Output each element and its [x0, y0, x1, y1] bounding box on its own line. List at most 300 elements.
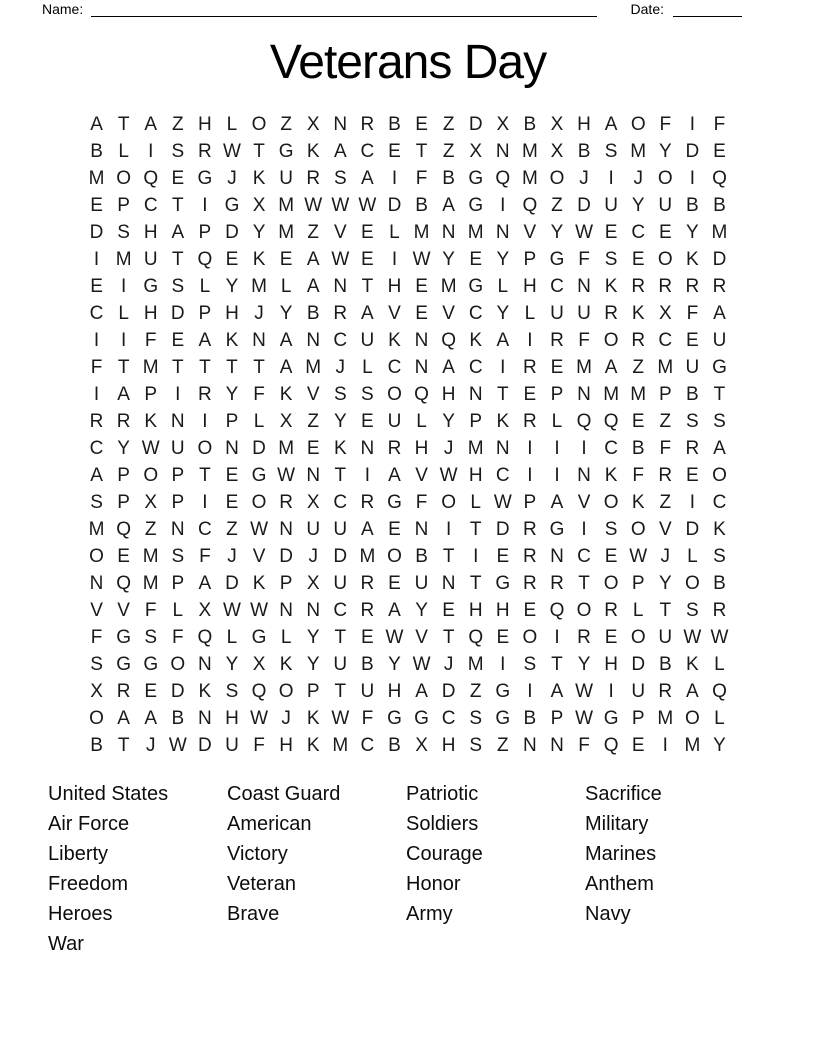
grid-letter: V	[306, 384, 320, 405]
grid-letter: N	[279, 600, 293, 621]
grid-letter: P	[658, 384, 672, 405]
grid-letter: F	[253, 384, 265, 405]
grid-letter: B	[442, 168, 455, 189]
grid-letter: O	[576, 600, 592, 621]
grid-letter: H	[387, 276, 402, 297]
grid-letter: U	[658, 627, 673, 648]
grid-letter: U	[279, 168, 293, 189]
grid-row	[83, 408, 733, 435]
grid-letter: J	[443, 654, 454, 675]
grid-letter: Q	[116, 519, 131, 540]
grid-letter: R	[89, 411, 104, 432]
grid-letter: R	[712, 276, 727, 297]
grid-letter: R	[523, 573, 537, 594]
grid-letter: A	[361, 519, 374, 540]
date-label: Date:	[630, 1, 664, 17]
grid-letter: W	[412, 654, 431, 675]
grid-letter: M	[521, 141, 538, 162]
grid-letter: O	[522, 627, 538, 648]
grid-letter: U	[550, 303, 564, 324]
grid-letter: Y	[333, 411, 347, 432]
grid-letter: Z	[280, 114, 292, 135]
grid-letter: E	[686, 465, 699, 486]
grid-letter: R	[279, 492, 293, 513]
grid-letter: B	[631, 438, 645, 459]
grid-letter: E	[469, 249, 483, 270]
grid-letter: S	[469, 735, 483, 756]
grid-letter: E	[225, 249, 239, 270]
grid-letter: N	[89, 573, 104, 594]
grid-letter: L	[714, 708, 725, 729]
grid-letter: E	[388, 141, 401, 162]
grid-letter: U	[333, 654, 348, 675]
grid-letter: G	[495, 573, 511, 594]
grid-letter: V	[658, 519, 672, 540]
grid-letter: B	[361, 654, 374, 675]
grid-letter: A	[90, 465, 103, 486]
grid-letter: T	[469, 519, 482, 540]
grid-letter: K	[225, 330, 239, 351]
grid-letter: N	[360, 438, 375, 459]
grid-letter: A	[442, 195, 455, 216]
grid-letter: E	[117, 546, 130, 567]
grid-letter: D	[685, 141, 700, 162]
word-item: Anthem	[585, 873, 654, 895]
grid-row	[83, 354, 733, 381]
grid-letter: I	[527, 681, 533, 702]
grid-row	[83, 273, 733, 300]
grid-letter: S	[469, 708, 483, 729]
grid-letter: F	[578, 330, 590, 351]
grid-letter: B	[415, 195, 428, 216]
grid-letter: T	[551, 654, 563, 675]
grid-letter: I	[202, 195, 208, 216]
grid-letter: Z	[307, 222, 319, 243]
grid-letter: Z	[442, 114, 455, 135]
grid-letter: Q	[576, 411, 592, 432]
grid-letter: E	[496, 627, 510, 648]
grid-letter: A	[388, 600, 401, 621]
grid-letter: J	[335, 357, 346, 378]
grid-letter: B	[388, 735, 401, 756]
grid-letter: K	[388, 330, 401, 351]
grid-letter: G	[387, 492, 402, 513]
grid-letter: J	[145, 735, 156, 756]
grid-letter: Y	[550, 222, 564, 243]
grid-letter: A	[496, 330, 510, 351]
grid-letter: L	[362, 357, 373, 378]
grid-letter: E	[144, 681, 158, 702]
grid-letter: D	[685, 519, 700, 540]
grid-letter: Z	[551, 195, 563, 216]
grid-letter: T	[415, 141, 428, 162]
grid-letter: S	[171, 141, 185, 162]
word-item: Navy	[585, 903, 631, 925]
grid-letter: X	[415, 735, 428, 756]
grid-letter: K	[252, 573, 266, 594]
grid-letter: H	[387, 681, 402, 702]
grid-letter: F	[713, 114, 726, 135]
grid-letter: E	[415, 276, 428, 297]
grid-letter: Q	[251, 681, 267, 702]
grid-letter: U	[333, 573, 348, 594]
grid-letter: K	[306, 141, 320, 162]
grid-letter: D	[712, 249, 727, 270]
grid-letter: O	[630, 114, 646, 135]
grid-letter: O	[251, 114, 267, 135]
grid-letter: Q	[712, 681, 727, 702]
grid-letter: U	[414, 573, 429, 594]
grid-letter: W	[331, 195, 350, 216]
grid-letter: P	[225, 411, 239, 432]
grid-letter: A	[144, 708, 158, 729]
grid-letter: Y	[686, 222, 699, 243]
grid-letter: B	[523, 114, 537, 135]
grid-letter: E	[361, 249, 374, 270]
word-list	[48, 779, 776, 959]
grid-letter: T	[199, 465, 211, 486]
grid-letter: K	[686, 249, 699, 270]
grid-letter: Y	[631, 195, 645, 216]
grid-letter: D	[170, 303, 185, 324]
grid-letter: L	[280, 627, 292, 648]
grid-letter: N	[306, 465, 321, 486]
grid-letter: N	[441, 573, 456, 594]
grid-letter: I	[175, 384, 181, 405]
grid-letter: E	[658, 222, 672, 243]
grid-letter: Y	[658, 573, 672, 594]
grid-letter: K	[198, 681, 212, 702]
grid-letter: M	[142, 573, 159, 594]
grid-letter: N	[550, 546, 564, 567]
grid-letter: S	[523, 654, 537, 675]
grid-letter: U	[143, 249, 158, 270]
grid-letter: C	[550, 276, 564, 297]
grid-letter: S	[713, 546, 726, 567]
grid-letter: X	[252, 654, 266, 675]
grid-letter: I	[662, 735, 668, 756]
grid-letter: T	[659, 600, 672, 621]
grid-row	[83, 138, 733, 165]
grid-letter: T	[171, 249, 184, 270]
grid-letter: I	[581, 519, 587, 540]
grid-letter: N	[495, 222, 510, 243]
grid-letter: I	[93, 330, 100, 351]
grid-letter: K	[306, 708, 320, 729]
grid-letter: P	[117, 195, 130, 216]
word-item: Patriotic	[406, 783, 479, 805]
word-item: Freedom	[48, 873, 129, 895]
grid-letter: Y	[415, 600, 428, 621]
word-item: Brave	[227, 903, 280, 925]
grid-letter: P	[117, 492, 130, 513]
grid-letter: L	[551, 411, 563, 432]
grid-letter: R	[360, 600, 375, 621]
grid-letter: M	[88, 519, 105, 540]
grid-letter: G	[712, 357, 727, 378]
grid-letter: R	[116, 411, 131, 432]
grid-letter: W	[575, 708, 593, 729]
grid-letter: Y	[225, 384, 239, 405]
grid-letter: N	[198, 708, 212, 729]
grid-letter: N	[306, 330, 321, 351]
grid-letter: W	[493, 492, 512, 513]
word-item: Marines	[585, 843, 657, 865]
grid-row	[83, 300, 733, 327]
grid-letter: H	[198, 114, 212, 135]
grid-letter: G	[549, 519, 565, 540]
grid-letter: T	[334, 627, 347, 648]
grid-letter: H	[441, 735, 456, 756]
grid-letter: O	[441, 492, 456, 513]
grid-letter: A	[415, 681, 428, 702]
grid-letter: M	[88, 168, 105, 189]
grid-letter: A	[604, 357, 618, 378]
grid-letter: N	[577, 276, 591, 297]
grid-letter: Y	[225, 276, 239, 297]
grid-letter: M	[413, 222, 430, 243]
grid-letter: G	[143, 654, 159, 675]
date-blank-line	[673, 2, 742, 17]
grid-letter: Z	[442, 141, 455, 162]
grid-letter: B	[686, 384, 699, 405]
grid-letter: R	[604, 600, 618, 621]
grid-letter: A	[117, 384, 130, 405]
grid-letter: J	[633, 168, 643, 189]
grid-letter: S	[225, 681, 239, 702]
grid-letter: M	[603, 384, 620, 405]
grid-letter: X	[306, 573, 320, 594]
grid-letter: Y	[442, 411, 455, 432]
grid-letter: A	[604, 114, 618, 135]
grid-letter: E	[388, 519, 401, 540]
grid-letter: Q	[495, 168, 511, 189]
grid-letter: W	[439, 465, 458, 486]
word-list-column	[406, 779, 585, 959]
grid-letter: I	[202, 492, 208, 513]
grid-letter: C	[143, 195, 158, 216]
grid-letter: G	[251, 465, 267, 486]
grid-row	[83, 543, 733, 570]
grid-letter: Y	[713, 735, 726, 756]
grid-letter: W	[710, 627, 729, 648]
grid-letter: N	[414, 357, 429, 378]
grid-letter: L	[226, 114, 238, 135]
grid-letter: W	[168, 735, 187, 756]
word-list-column	[585, 779, 662, 959]
grid-letter: X	[658, 303, 672, 324]
word-item: Liberty	[48, 843, 109, 865]
grid-letter: O	[387, 546, 402, 567]
grid-letter: I	[527, 465, 533, 486]
grid-letter: W	[141, 438, 160, 459]
grid-letter: A	[686, 681, 699, 702]
grid-letter: X	[144, 492, 158, 513]
grid-letter: N	[198, 654, 212, 675]
grid-letter: Q	[522, 195, 538, 216]
grid-letter: T	[469, 573, 482, 594]
grid-letter: Y	[496, 249, 510, 270]
grid-letter: K	[252, 249, 266, 270]
grid-letter: W	[385, 627, 404, 648]
grid-letter: E	[496, 546, 510, 567]
grid-row	[83, 489, 733, 516]
grid-letter: I	[364, 465, 370, 486]
grid-letter: N	[414, 519, 429, 540]
grid-letter: B	[415, 546, 428, 567]
grid-letter: H	[225, 708, 239, 729]
grid-letter: E	[686, 330, 699, 351]
grid-letter: J	[443, 438, 454, 459]
grid-letter: G	[549, 249, 565, 270]
grid-letter: I	[93, 384, 100, 405]
grid-letter: E	[225, 465, 239, 486]
grid-letter: I	[689, 114, 695, 135]
grid-letter: O	[603, 492, 619, 513]
word-item: Coast Guard	[227, 783, 341, 805]
grid-letter: Y	[388, 654, 401, 675]
grid-letter: Q	[197, 627, 213, 648]
grid-letter: A	[713, 303, 726, 324]
grid-letter: D	[89, 222, 104, 243]
grid-letter: E	[90, 276, 103, 297]
grid-letter: P	[171, 465, 185, 486]
grid-letter: O	[657, 168, 673, 189]
grid-letter: W	[358, 195, 377, 216]
grid-letter: S	[171, 276, 185, 297]
grid-letter: W	[683, 627, 702, 648]
grid-letter: E	[631, 411, 645, 432]
grid-letter: J	[660, 546, 671, 567]
grid-letter: N	[333, 114, 348, 135]
grid-letter: D	[198, 735, 212, 756]
grid-letter: L	[470, 492, 481, 513]
grid-letter: U	[577, 303, 591, 324]
grid-row	[83, 570, 733, 597]
grid-letter: U	[306, 519, 321, 540]
grid-letter: F	[415, 492, 428, 513]
grid-letter: V	[252, 546, 266, 567]
grid-letter: O	[603, 573, 619, 594]
grid-letter: A	[388, 465, 401, 486]
grid-letter: T	[171, 195, 184, 216]
grid-letter: Q	[441, 330, 456, 351]
grid-letter: Z	[632, 357, 644, 378]
grid-letter: X	[90, 681, 103, 702]
grid-letter: C	[658, 330, 673, 351]
grid-letter: A	[198, 573, 212, 594]
grid-letter: A	[361, 303, 374, 324]
grid-letter: I	[500, 195, 506, 216]
word-item: War	[48, 933, 84, 955]
grid-letter: L	[280, 276, 292, 297]
grid-letter: R	[685, 276, 700, 297]
word-item: Army	[406, 903, 453, 925]
grid-letter: V	[577, 492, 591, 513]
grid-letter: T	[578, 573, 590, 594]
grid-letter: J	[579, 168, 589, 189]
grid-letter: L	[118, 141, 129, 162]
grid-letter: M	[657, 708, 674, 729]
grid-letter: O	[657, 249, 673, 270]
grid-letter: K	[604, 276, 618, 297]
grid-letter: R	[523, 411, 537, 432]
grid-letter: L	[632, 600, 644, 621]
grid-letter: J	[281, 708, 291, 729]
grid-letter: K	[469, 330, 483, 351]
grid-row	[83, 192, 733, 219]
grid-letter: M	[142, 357, 159, 378]
grid-letter: L	[226, 627, 238, 648]
grid-letter: I	[473, 546, 479, 567]
grid-letter: I	[554, 627, 560, 648]
grid-letter: E	[361, 222, 374, 243]
grid-letter: I	[581, 438, 587, 459]
grid-letter: E	[604, 546, 618, 567]
grid-letter: F	[632, 465, 644, 486]
grid-letter: U	[170, 438, 185, 459]
grid-letter: J	[308, 546, 318, 567]
grid-letter: R	[360, 492, 375, 513]
grid-letter: Y	[442, 249, 455, 270]
grid-letter: O	[549, 168, 565, 189]
grid-letter: I	[554, 438, 560, 459]
word-item: Honor	[406, 873, 461, 895]
word-list-column	[48, 779, 227, 959]
grid-letter: L	[524, 303, 536, 324]
grid-letter: T	[253, 141, 265, 162]
grid-letter: D	[468, 114, 483, 135]
grid-letter: E	[713, 141, 726, 162]
grid-letter: W	[629, 546, 648, 567]
grid-letter: T	[171, 357, 184, 378]
grid-letter: S	[90, 492, 103, 513]
grid-letter: W	[277, 465, 296, 486]
grid-letter: P	[523, 249, 537, 270]
grid-letter: H	[414, 438, 429, 459]
grid-letter: U	[333, 519, 348, 540]
grid-letter: N	[170, 519, 185, 540]
grid-letter: O	[170, 654, 186, 675]
grid-letter: V	[388, 303, 401, 324]
word-item: Military	[585, 813, 649, 835]
grid-letter: I	[120, 276, 127, 297]
grid-row	[83, 165, 733, 192]
grid-letter: R	[306, 168, 321, 189]
grid-letter: E	[361, 411, 374, 432]
grid-letter: W	[250, 519, 268, 540]
grid-letter: R	[577, 627, 591, 648]
grid-row	[83, 462, 733, 489]
grid-letter: E	[171, 168, 185, 189]
grid-letter: I	[93, 249, 100, 270]
grid-letter: S	[604, 519, 618, 540]
grid-letter: H	[468, 600, 483, 621]
grid-letter: R	[712, 600, 727, 621]
grid-letter: X	[550, 114, 564, 135]
grid-letter: T	[334, 681, 347, 702]
grid-letter: F	[144, 330, 157, 351]
grid-letter: N	[252, 330, 266, 351]
grid-letter: F	[659, 114, 672, 135]
grid-letter: I	[554, 465, 560, 486]
grid-letter: N	[414, 330, 429, 351]
grid-letter: E	[442, 600, 455, 621]
grid-letter: N	[279, 519, 293, 540]
grid-letter: K	[631, 492, 645, 513]
grid-letter: D	[333, 546, 348, 567]
grid-letter: Y	[658, 141, 672, 162]
